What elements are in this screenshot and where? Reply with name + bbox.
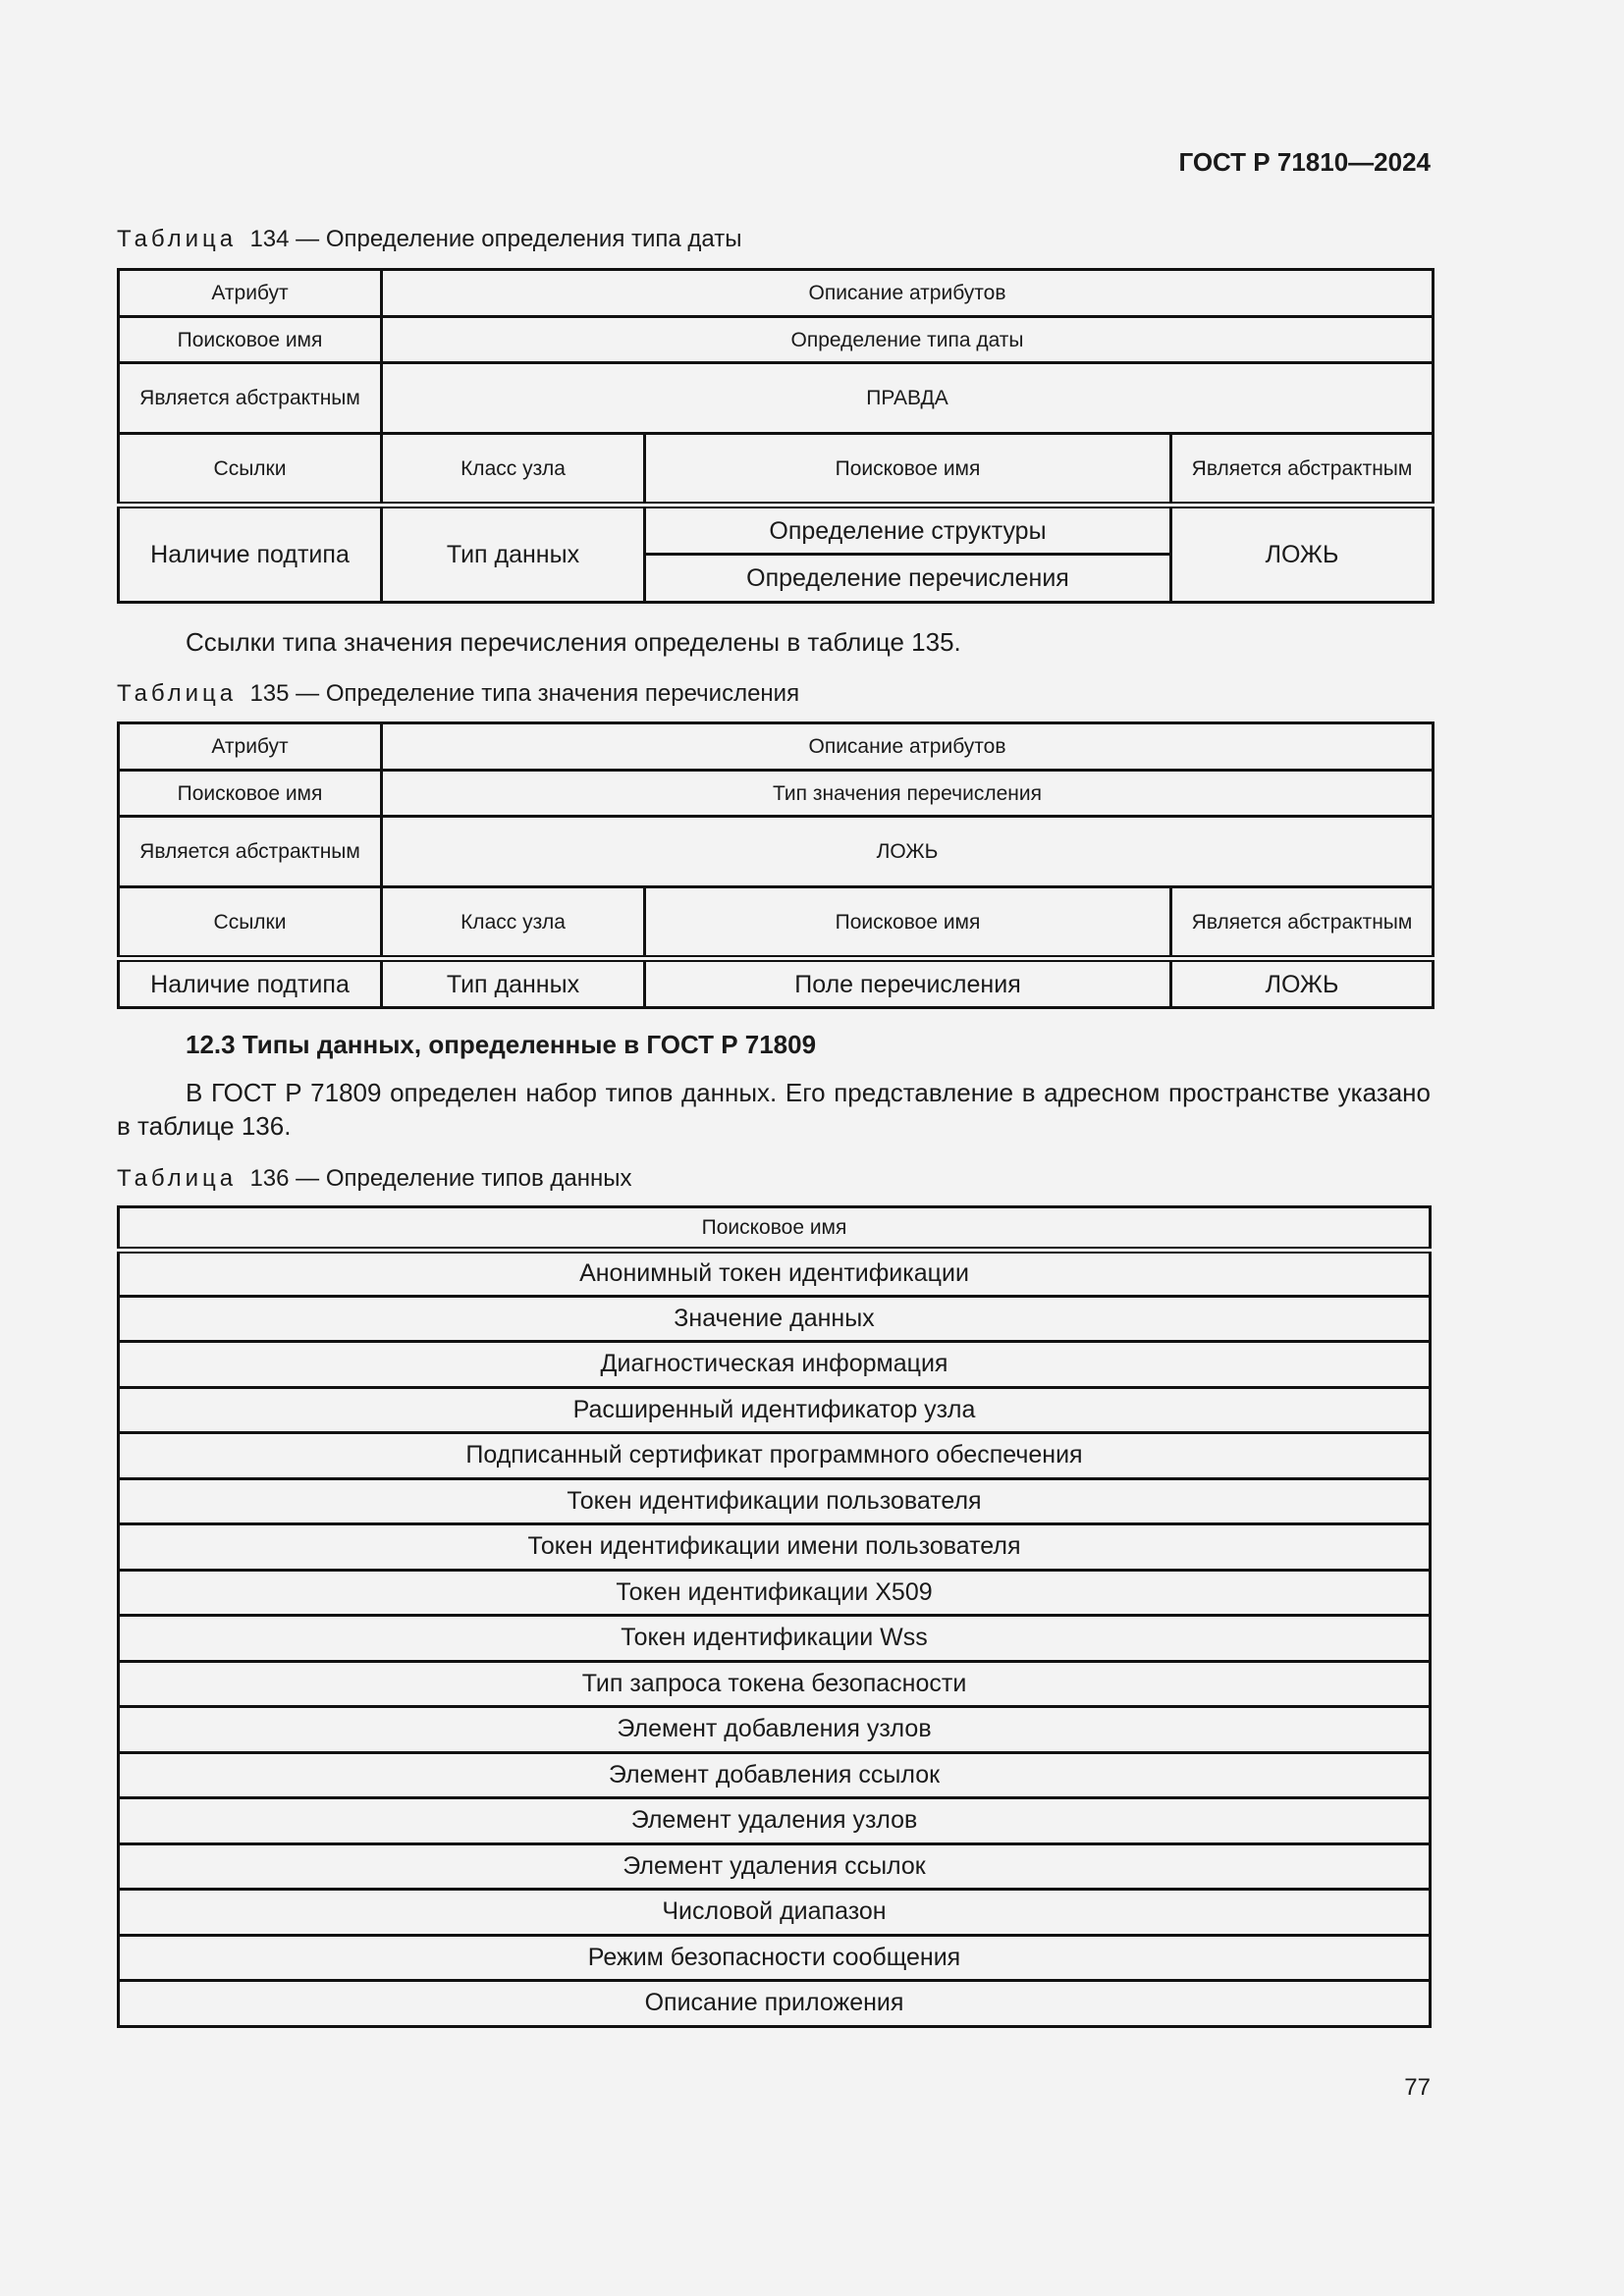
references-label: Ссылки: [119, 887, 382, 959]
reference-type: Наличие подтипа: [119, 959, 382, 1008]
header-attribute: Атрибут: [119, 270, 382, 317]
table-caption-label: Таблица: [117, 680, 238, 707]
document-code: ГОСТ Р 71810—2024: [1178, 147, 1431, 177]
browse-name-value: Тип значения перечисления: [382, 771, 1434, 817]
table-136: [117, 1205, 1432, 2028]
references-node-class-header: Класс узла: [382, 887, 645, 959]
table-caption-text: 136 — Определение типов данных: [249, 1165, 632, 1192]
table-135-caption: [117, 680, 799, 708]
browse-name-label: Поисковое имя: [119, 771, 382, 817]
is-abstract-value: ПРАВДА: [382, 363, 1434, 434]
reference-target-name: Определение перечисления: [645, 555, 1171, 603]
table-row: Анонимный токен идентификации: [119, 1251, 1431, 1297]
table-row: Элемент добавления узлов: [119, 1707, 1431, 1753]
reference-node-class: Тип данных: [382, 506, 645, 603]
paragraph-table-135-intro: Ссылки типа значения перечисления определены в таблице 135.: [186, 627, 961, 657]
table-row: Элемент удаления узлов: [119, 1798, 1431, 1844]
browse-name-label: Поисковое имя: [119, 317, 382, 363]
reference-node-class: Тип данных: [382, 959, 645, 1008]
references-is-abstract-header: Является абстрактным: [1171, 434, 1434, 506]
table-row: Диагностическая информация: [119, 1342, 1431, 1388]
table-row: Тип запроса токена безопасности: [119, 1661, 1431, 1707]
references-browse-name-header: Поисковое имя: [645, 887, 1171, 959]
references-label: Ссылки: [119, 434, 382, 506]
table-caption-label: Таблица: [117, 226, 238, 252]
table-row: Токен идентификации Wss: [119, 1616, 1431, 1662]
table-row: Подписанный сертификат программного обеспечения: [119, 1433, 1431, 1479]
table-row: Описание приложения: [119, 1981, 1431, 2027]
references-is-abstract-header: Является абстрактным: [1171, 887, 1434, 959]
references-node-class-header: Класс узла: [382, 434, 645, 506]
reference-type: Наличие подтипа: [119, 506, 382, 603]
reference-target-name: Поле перечисления: [645, 959, 1171, 1008]
table-134-caption: [117, 226, 741, 253]
browse-name-value: Определение типа даты: [382, 317, 1434, 363]
table-caption-text: 135 — Определение типа значения перечисления: [249, 680, 800, 707]
reference-is-abstract: ЛОЖЬ: [1171, 506, 1434, 603]
header-description: Описание атрибутов: [382, 270, 1434, 317]
table-row: Токен идентификации имени пользователя: [119, 1524, 1431, 1571]
references-browse-name-header: Поисковое имя: [645, 434, 1171, 506]
header-attribute: Атрибут: [119, 723, 382, 771]
table-caption-label: Таблица: [117, 1165, 238, 1192]
table-134: [117, 268, 1435, 604]
table-row: Значение данных: [119, 1296, 1431, 1342]
paragraph-data-types: В ГОСТ Р 71809 определен набор типов данных. Его представление в адресном пространстве указано в таблице 136.: [117, 1078, 1431, 1141]
is-abstract-value: ЛОЖЬ: [382, 817, 1434, 887]
table-row: Режим безопасности сообщения: [119, 1935, 1431, 1981]
reference-is-abstract: ЛОЖЬ: [1171, 959, 1434, 1008]
is-abstract-label: Является абстрактным: [119, 817, 382, 887]
table-row: Элемент добавления ссылок: [119, 1752, 1431, 1798]
is-abstract-label: Является абстрактным: [119, 363, 382, 434]
table-row: Расширенный идентификатор узла: [119, 1387, 1431, 1433]
table-caption-text: 134 — Определение определения типа даты: [249, 226, 742, 252]
page-number: 77: [1404, 2074, 1431, 2101]
table-row: Токен идентификации пользователя: [119, 1478, 1431, 1524]
reference-target-name: Определение структуры: [645, 506, 1171, 555]
header-description: Описание атрибутов: [382, 723, 1434, 771]
table-136-caption: [117, 1165, 632, 1193]
table-row: Числовой диапазон: [119, 1890, 1431, 1936]
table-header-browse-name: Поисковое имя: [119, 1207, 1431, 1251]
table-row: Токен идентификации X509: [119, 1570, 1431, 1616]
table-135: [117, 721, 1435, 1009]
table-row: Элемент удаления ссылок: [119, 1843, 1431, 1890]
section-heading: 12.3 Типы данных, определенные в ГОСТ Р 71809: [186, 1030, 817, 1059]
